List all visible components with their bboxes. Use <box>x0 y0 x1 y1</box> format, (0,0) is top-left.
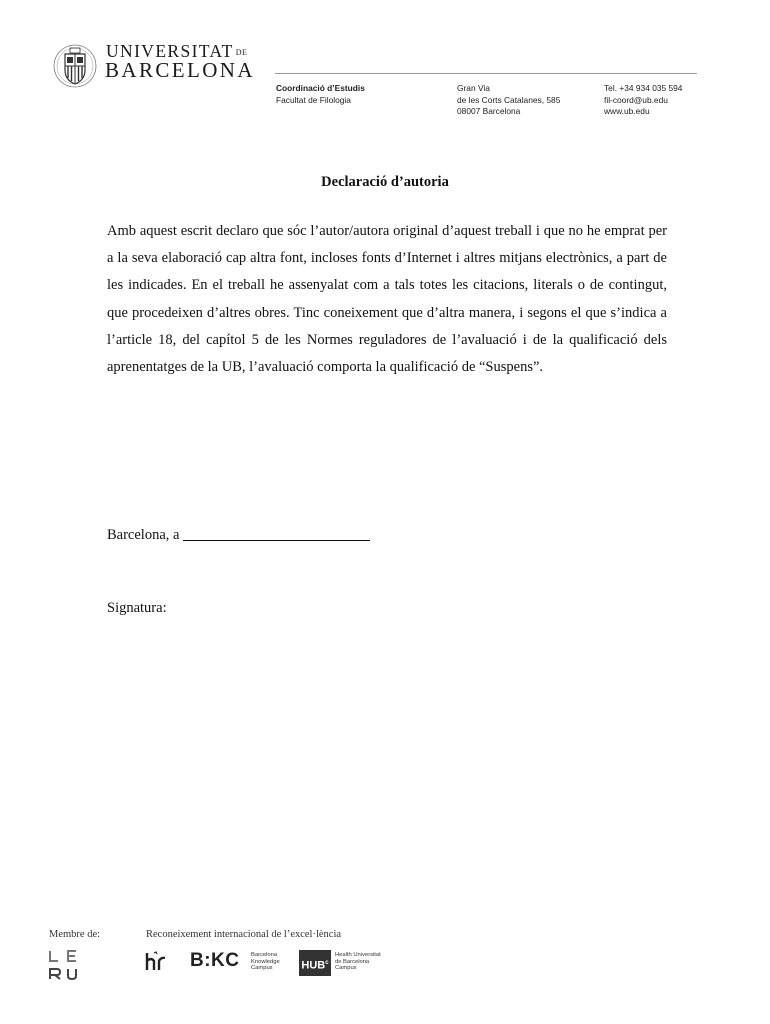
declaration-paragraph: Amb aquest escrit declaro que sóc l’autor/autora original d’aquest treball i que no he emprat per a la seva elaboració cap altra font, incloses fonts d’Internet i altres mitjans electrònics, a part de les indicades. En el treball he assenyalat com a tals totes les citacions, literals o de contingut, que procedeixen d’altres obres. Tinc coneixement que d’altra manera, i segons el que s’indica a l’article 18, del capítol 5 de les Normes reguladores de l’avaluació i de la qualificació dels aprenentatges de la UB, l’avaluació comporta la qualificació de “Suspens”. <box>107 223 667 376</box>
university-logo <box>52 36 255 98</box>
signature-label: Signatura: <box>107 600 167 616</box>
leru-logo <box>48 949 80 981</box>
header-address <box>457 83 560 118</box>
faculty-name: Facultat de Filologia <box>276 94 351 105</box>
document-title: Declaració d’autoria <box>321 174 449 190</box>
header-divider <box>275 73 697 74</box>
logo-wordmark-barcelona: BARCELONA <box>105 58 255 82</box>
contact-website: www.ub.edu <box>604 106 650 116</box>
department-name: Coordinació d’Estudis <box>276 83 365 93</box>
member-label: Membre de: <box>49 929 101 940</box>
date-blank-field[interactable] <box>183 526 370 541</box>
hubc-logo: HUB$^c$ <box>299 950 331 976</box>
university-seal-icon <box>52 36 98 96</box>
bkc-caption: Barcelona Knowledge Campus <box>251 952 280 972</box>
bkc-wordmark: B:KC <box>190 950 240 971</box>
hubc-caption: Health Universitat de Barcelona Campus <box>335 952 381 972</box>
address-line-3: 08007 Barcelona <box>457 106 521 116</box>
hr-excellence-logo <box>145 950 167 972</box>
logo-wordmark-university: UNIVERSITAT DE <box>106 41 248 61</box>
bkc-logo <box>190 950 290 974</box>
address-line-1: Gran Via <box>457 83 490 93</box>
contact-email: fil-coord@ub.edu <box>604 94 668 105</box>
place-label: Barcelona, a <box>107 527 180 543</box>
contact-phone: Tel. +34 934 035 594 <box>604 83 683 93</box>
header-department <box>276 83 365 106</box>
place-date-line <box>107 526 370 544</box>
header-contact <box>604 83 682 118</box>
address-line-2: de les Corts Catalanes, 585 <box>457 94 561 105</box>
recognition-label: Reconeixement internacional de l’excel·lència <box>146 929 342 940</box>
